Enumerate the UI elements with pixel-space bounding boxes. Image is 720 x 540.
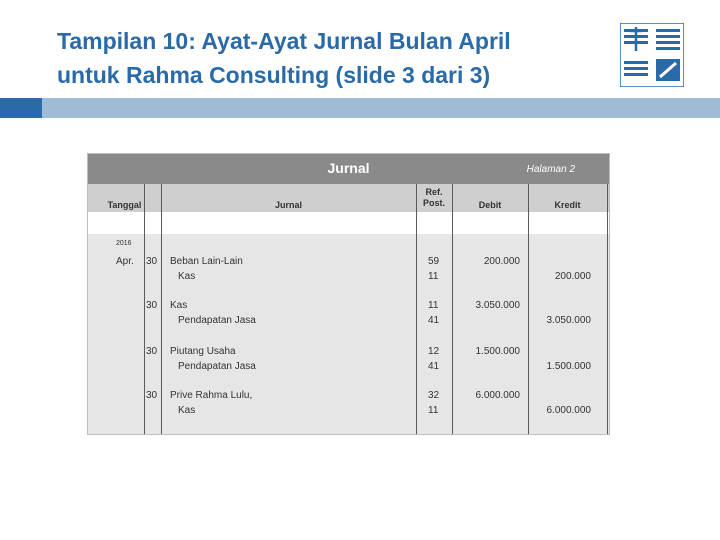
header-debit: Debit	[478, 200, 502, 210]
slide-title	[57, 24, 657, 92]
row-ref: 11	[428, 271, 439, 282]
row-description: Kas	[170, 300, 188, 311]
row-description: Kas	[178, 271, 196, 282]
row-description: Kas	[178, 405, 196, 416]
header-ref-line-1: Ref.	[425, 187, 443, 197]
slide-title-line-1: Tampilan 10: Ayat-Ayat Jurnal Bulan April	[57, 28, 511, 54]
column-divider	[144, 184, 145, 434]
row-credit: 1.500.000	[546, 361, 591, 372]
row-credit: 200.000	[554, 271, 591, 282]
journal-image	[87, 153, 610, 435]
slide-title-line-2: untuk Rahma Consulting (slide 3 dari 3)	[57, 62, 491, 88]
header-ref-line-2: Post.	[422, 198, 445, 208]
row-description: Pendapatan Jasa	[178, 315, 256, 326]
accent-block	[0, 98, 42, 118]
row-credit: 6.000.000	[546, 405, 591, 416]
journal-blank-row	[88, 212, 609, 234]
row-debit: 6.000.000	[475, 390, 520, 401]
row-day: 30	[146, 300, 158, 311]
row-ref: 11	[428, 405, 439, 416]
row-ref: 59	[428, 256, 440, 267]
publisher-logo-icon	[620, 23, 684, 87]
column-divider	[161, 184, 162, 434]
row-day: 30	[146, 346, 158, 357]
journal-year: 2016	[116, 240, 132, 247]
column-divider	[607, 184, 608, 434]
row-description: Beban Lain-Lain	[170, 256, 243, 267]
accent-rule	[42, 98, 720, 118]
row-credit: 3.050.000	[546, 315, 591, 326]
header-date: Tanggal	[107, 200, 142, 210]
row-day: 30	[146, 256, 158, 267]
row-description: Piutang Usaha	[170, 346, 236, 357]
journal-page-label: Halaman 2	[526, 164, 575, 175]
row-ref: 32	[428, 390, 440, 401]
row-debit: 1.500.000	[475, 346, 520, 357]
row-ref: 41	[428, 361, 440, 372]
row-debit: 200.000	[483, 256, 520, 267]
row-description: Pendapatan Jasa	[178, 361, 256, 372]
row-ref: 11	[428, 300, 439, 311]
row-description: Prive Rahma Lulu,	[170, 390, 253, 401]
journal-title: Jurnal	[327, 160, 370, 176]
journal-title-band	[88, 154, 609, 184]
row-ref: 41	[428, 315, 440, 326]
journal-month: Apr.	[116, 256, 134, 267]
column-divider	[416, 184, 417, 434]
header-credit: Kredit	[554, 200, 581, 210]
row-debit: 3.050.000	[475, 300, 520, 311]
column-divider	[528, 184, 529, 434]
row-ref: 12	[428, 346, 440, 357]
header-description: Jurnal	[274, 200, 302, 210]
row-day: 30	[146, 390, 158, 401]
